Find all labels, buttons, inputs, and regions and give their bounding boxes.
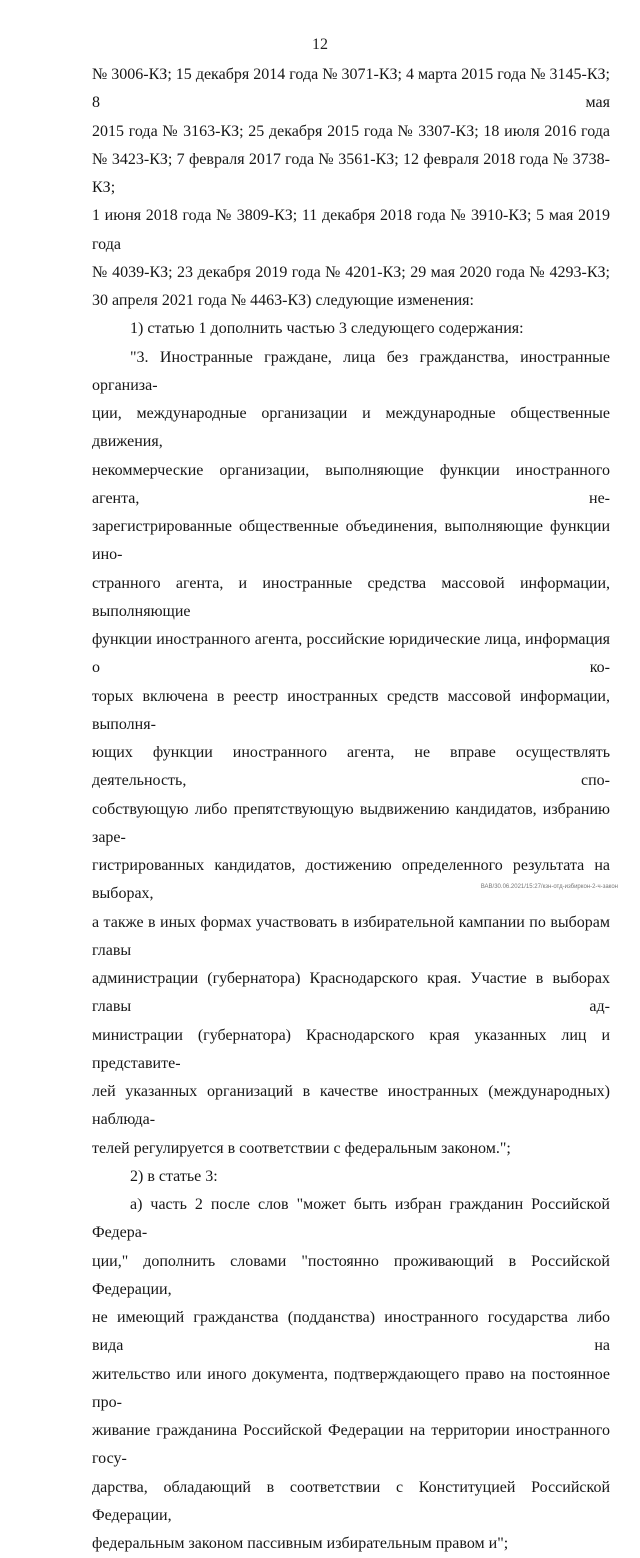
paragraph-part-3-text	[92, 344, 610, 1163]
text-line: 30 апреля 2021 года № 4463-КЗ) следующие изменения:	[92, 292, 474, 309]
text-line: 1) статью 1 дополнить частью 3 следующего содержания:	[130, 320, 524, 338]
text-line: ции, международные организации и международные общественные движения,	[92, 405, 610, 451]
text-line: ции," дополнить словами "постоянно проживающий в Российской Федерации,	[92, 1252, 610, 1298]
text-line: странного агента, и иностранные средства массовой информации, выполняющие	[92, 574, 610, 620]
text-line: № 3423-КЗ; 7 февраля 2017 года № 3561-КЗ; 12 февраля 2018 года № 3738-КЗ;	[92, 150, 610, 196]
text-line: 1 июня 2018 года № 3809-КЗ; 11 декабря 2018 года № 3910-КЗ; 5 мая 2019 года	[92, 207, 610, 253]
text-line: федеральным законом пассивным избирательным правом и";	[92, 1535, 509, 1552]
text-line: а) часть 2 после слов "может быть избран гражданин Российской Федера-	[92, 1196, 610, 1242]
text-line: 2) в статье 3:	[130, 1167, 218, 1185]
text-line: жительство или иного документа, подтверждающего право на постоянное про-	[92, 1365, 610, 1411]
text-line: министрации (губернатора) Краснодарского края указанных лиц и представите-	[92, 1026, 610, 1072]
text-line: собствующую либо препятствующую выдвижению кандидатов, избранию заре-	[92, 800, 610, 846]
text-line: 2015 года № 3163-КЗ; 25 декабря 2015 года № 3307-КЗ; 18 июля 2016 года	[92, 122, 610, 140]
text-line: гистрированных кандидатов, достижению определенного результата на выборах,	[92, 857, 610, 903]
footer-document-code: ВАВ/30.06.2021/15:27/кзн-отд-избиркон-2-ч-закон	[480, 884, 618, 890]
text-line: торых включена в реестр иностранных средств массовой информации, выполня-	[92, 687, 610, 733]
page-number: 12	[312, 36, 328, 53]
paragraph-subitem-a	[92, 1191, 610, 1558]
paragraph-item-1	[92, 315, 610, 343]
text-line: зарегистрированные общественные объединения, выполняющие функции ино-	[92, 518, 610, 564]
text-line: телей регулируется в соответствии с федеральным законом.";	[92, 1139, 511, 1157]
text-line: ющих функции иностранного агента, не вправе осуществлять деятельность, спо-	[92, 744, 610, 790]
text-line: функции иностранного агента, российские юридические лица, информация о ко-	[92, 631, 610, 677]
document-body	[92, 61, 610, 1558]
text-line: № 4039-КЗ; 23 декабря 2019 года № 4201-КЗ; 29 мая 2020 года № 4293-КЗ;	[92, 263, 610, 281]
text-line: лей указанных организаций в качестве иностранных (международных) наблюда-	[92, 1083, 610, 1129]
text-line: а также в иных формах участвовать в избирательной кампании по выборам главы	[92, 913, 610, 959]
text-line: живание гражданина Российской Федерации на территории иностранного госу-	[92, 1422, 610, 1468]
text-line: не имеющий гражданства (подданства) иностранного государства либо вида на	[92, 1309, 610, 1355]
paragraph-law-list	[92, 61, 610, 315]
text-line: администрации (губернатора) Краснодарского края. Участие в выборах главы ад-	[92, 970, 610, 1016]
text-line: некоммерческие организации, выполняющие функции иностранного агента, не-	[92, 461, 610, 507]
text-line: № 3006-КЗ; 15 декабря 2014 года № 3071-КЗ; 4 марта 2015 года № 3145-КЗ; 8 мая	[92, 66, 610, 112]
text-line: дарства, обладающий в соответствии с Конституцией Российской Федерации,	[92, 1478, 610, 1524]
paragraph-item-2	[92, 1163, 610, 1191]
text-line: "3. Иностранные граждане, лица без гражданства, иностранные организа-	[92, 348, 610, 394]
